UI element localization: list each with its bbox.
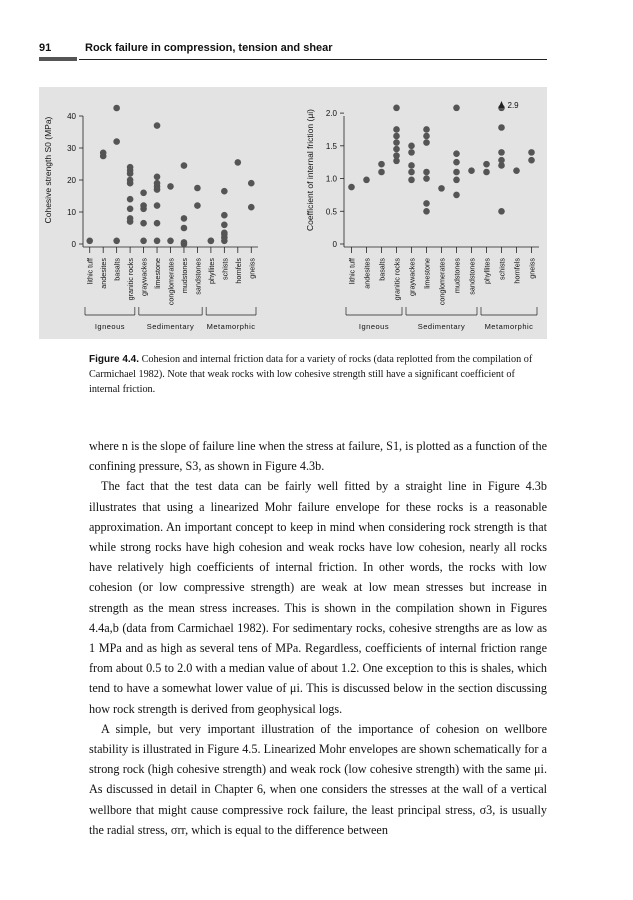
cohesion-data-point (154, 174, 161, 181)
cohesion-data-point (248, 204, 255, 211)
cohesion-category-label: gneiss (247, 258, 257, 279)
cohesion-category-label: basalts (112, 258, 122, 281)
cohesion-category-label: hornfels (233, 258, 243, 284)
friction-data-point (423, 208, 430, 215)
cohesion-data-point (181, 225, 188, 232)
friction-data-point (453, 150, 460, 157)
cohesion-data-point (127, 196, 134, 203)
paragraph-2: The fact that the test data can be fairly well fitted by a straight line in Figure 4.3b illustrates that using a linearized Mohr failure envelope for these rocks is a reasonable approximation. An important concept to keep in mind when considering rock strength is that while strong rocks have high cohesion and weak rocks have low cohesion, nearly all rocks have relatively high coefficients of internal friction. In other words, the rocks with low cohesion (or low compressive strength) are weak at low mean stresses but increase in strength as the mean stress increases. This is shown in the compilation shown in Figures 4.4a,b (data from Carmichael 1982). For sedimentary rocks, cohesive strengths are as low as 1 MPa and as high as several tens of MPa. Regardless, coefficients of internal friction range from about 0.5 to 2.0 with a median value of about 1.2. One exception to this is shales, which tend to have a somewhat lower value of μi. This is discussed below in the section discussing how rock strength is derived from geophysical logs. (89, 479, 547, 716)
page-number: 91 (39, 42, 52, 54)
cohesion-data-point (154, 238, 161, 245)
friction-data-point (423, 126, 430, 133)
friction-data-point (423, 175, 430, 182)
friction-data-point (438, 185, 445, 192)
friction-data-point (408, 149, 415, 156)
friction-y-tick-label: 2.0 (325, 109, 337, 119)
cohesion-data-point (181, 239, 188, 246)
friction-data-point (348, 184, 355, 191)
cohesion-data-point (248, 180, 255, 187)
cohesion-data-point (181, 162, 188, 169)
friction-category-label: gneiss (527, 258, 537, 279)
cohesion-data-point (167, 183, 174, 190)
friction-data-point (528, 157, 535, 164)
friction-data-point (468, 167, 475, 174)
cohesion-group-label: Igneous (94, 322, 126, 331)
cohesion-data-point (100, 150, 107, 157)
friction-group-label: Igneous (358, 322, 390, 331)
friction-data-point (393, 146, 400, 153)
cohesion-y-tick-label: 0 (71, 240, 76, 249)
friction-data-point (393, 105, 400, 112)
cohesion-data-point (221, 230, 228, 237)
friction-data-point (393, 126, 400, 133)
cohesion-data-point (221, 222, 228, 229)
friction-data-point (408, 169, 415, 176)
cohesion-data-point (113, 238, 120, 245)
cohesion-y-tick-label: 10 (67, 208, 76, 217)
friction-category-label: lithic tuff (347, 258, 357, 285)
cohesion-data-point (127, 215, 134, 222)
friction-y-tick-label: 1.0 (325, 174, 337, 184)
figure-4-4-charts (39, 87, 547, 339)
cohesion-group-label: Sedimentary (146, 322, 195, 331)
cohesion-category-label: sandstones (193, 258, 203, 295)
friction-category-label: granitic rocks (392, 258, 402, 301)
figure-4-4 (39, 87, 547, 339)
caption-text: Cohesion and internal friction data for a variety of rocks (data replotted from the compilation of Carmichael 1982). Note that weak rocks with low cohesive strength still have a significant coefficient of internal friction. (89, 354, 533, 395)
cohesion-category-label: andesites (99, 258, 109, 289)
caption-label: Figure 4.4. (89, 354, 140, 365)
cohesion-data-point (140, 238, 147, 245)
cohesion-category-label: granitic rocks (126, 258, 136, 301)
cohesion-category-label: conglomerates (166, 258, 176, 306)
cohesion-data-point (127, 177, 134, 184)
friction-data-point (378, 161, 385, 168)
friction-data-point (453, 105, 460, 112)
friction-category-label: phyllites (482, 258, 492, 284)
friction-category-label: schists (497, 258, 507, 280)
cohesion-data-point (194, 185, 201, 192)
cohesion-category-label: limestone (153, 258, 163, 289)
cohesion-y-tick-label: 40 (67, 112, 76, 121)
friction-data-point (453, 169, 460, 176)
friction-data-point (453, 192, 460, 199)
cohesion-data-point (154, 202, 161, 209)
friction-category-label: conglomerates (437, 258, 447, 306)
friction-data-point (483, 161, 490, 168)
friction-category-label: graywackes (407, 258, 417, 296)
friction-data-point (483, 169, 490, 176)
friction-data-point (393, 139, 400, 146)
friction-data-point (498, 149, 505, 156)
cohesion-data-point (127, 206, 134, 213)
cohesion-category-label: graywackes (139, 258, 149, 296)
cohesion-category-label: phyllites (206, 258, 216, 284)
friction-annotation-arrow (499, 101, 505, 108)
friction-data-point (498, 124, 505, 131)
friction-data-point (393, 133, 400, 140)
friction-annotation-label: 2.9 (507, 101, 519, 110)
cohesion-data-point (140, 202, 147, 209)
cohesion-data-point (113, 105, 120, 112)
friction-group-label: Metamorphic (484, 322, 534, 331)
friction-y-tick-label: 1.5 (325, 141, 337, 151)
cohesion-category-label: lithic tuff (85, 258, 95, 285)
friction-category-label: sandstones (467, 258, 477, 295)
cohesion-data-point (221, 188, 228, 195)
friction-category-label: andesites (362, 258, 372, 289)
paragraph-3: A simple, but very important illustration of the importance of cohesion on wellbore stability is illustrated in Figure 4.5. Linearized Mohr envelopes are shown schematically for a strong rock (high cohesive strength) and weak rock (low cohesive strength) with the same μi. As discussed in detail in Chapter 6, when one considers the stresses at the wall of a vertical wellbore that might cause compressive rock failure, the least principal stress, σ3, is usually the radial stress, σrr, which is equal to the difference between (89, 721, 547, 837)
cohesion-y-tick-label: 30 (67, 144, 76, 153)
cohesion-data-point (221, 212, 228, 219)
friction-data-point (378, 169, 385, 176)
friction-category-label: mudstones (452, 258, 462, 294)
cohesion-data-point (154, 220, 161, 227)
cohesion-category-label: mudstones (179, 258, 189, 294)
friction-y-axis-label: Coefficient of internal friction (μi) (305, 109, 315, 231)
friction-category-label: hornfels (512, 258, 522, 284)
friction-data-point (453, 159, 460, 166)
header-bar (39, 57, 77, 61)
cohesion-data-point (181, 215, 188, 222)
cohesion-data-point (140, 220, 147, 227)
friction-data-point (408, 177, 415, 184)
figure-caption (89, 352, 537, 397)
friction-data-point (453, 177, 460, 184)
friction-data-point (423, 200, 430, 207)
cohesion-data-point (235, 159, 242, 166)
running-header (39, 40, 547, 66)
cohesion-data-point (140, 190, 147, 197)
body-text (89, 436, 547, 840)
friction-data-point (408, 143, 415, 150)
friction-data-point (393, 152, 400, 159)
cohesion-y-tick-label: 20 (67, 176, 76, 185)
friction-group-label: Sedimentary (417, 322, 466, 331)
friction-category-label: limestone (422, 258, 432, 289)
friction-data-point (423, 133, 430, 140)
cohesion-data-point (86, 238, 93, 245)
cohesion-data-point (127, 164, 134, 171)
cohesion-category-label: schists (220, 258, 230, 280)
cohesion-group-label: Metamorphic (206, 322, 256, 331)
cohesion-data-point (194, 202, 201, 209)
paragraph-1: where n is the slope of failure line when the stress at failure, S1, is plotted as a function of the confining pressure, S3, as shown in Figure 4.3b. (89, 439, 547, 474)
friction-data-point (408, 162, 415, 169)
running-title: Rock failure in compression, tension and shear (85, 42, 333, 54)
cohesion-data-point (154, 180, 161, 187)
cohesion-data-point (208, 238, 215, 245)
friction-data-point (498, 208, 505, 215)
friction-y-tick-label: 0.5 (325, 207, 337, 217)
cohesion-data-point (113, 138, 120, 145)
friction-data-point (423, 169, 430, 176)
cohesion-y-axis-label: Cohesive strength S0 (MPa) (43, 116, 53, 224)
friction-data-point (528, 149, 535, 156)
friction-data-point (423, 139, 430, 146)
friction-y-tick-label: 0 (332, 240, 337, 249)
friction-data-point (363, 177, 370, 184)
friction-data-point (513, 167, 520, 174)
cohesion-data-point (167, 238, 174, 245)
cohesion-data-point (154, 122, 161, 129)
friction-category-label: basalts (377, 258, 387, 281)
header-rule (79, 59, 547, 60)
friction-data-point (498, 157, 505, 164)
